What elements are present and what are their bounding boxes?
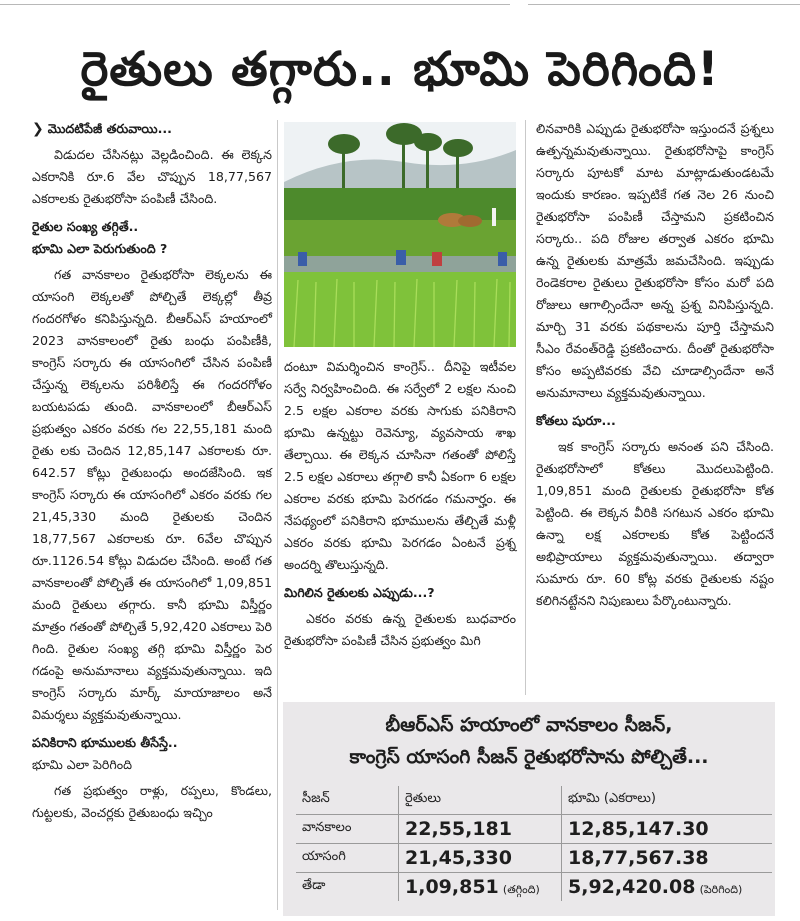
subhead-line: రైతుల సంఖ్య తగ్గితే.. [32, 219, 139, 234]
column-1 [32, 118, 272, 830]
headline: రైతులు తగ్గారు.. భూమి పెరిగింది! [80, 42, 720, 97]
land-cell [562, 815, 773, 844]
top-rule-left [0, 4, 510, 5]
column-2 [284, 356, 516, 658]
land-note: (పెరిగింది) [699, 882, 743, 896]
chevron-right-icon: ❯ [32, 121, 44, 137]
col1-subhead-2 [32, 732, 272, 776]
col3-paragraph-1: లినవారికి ఎప్పుడు రైతుభరోసా ఇస్తుందనే ప్రశ్నలు ఉత్పన్నమవుతున్నాయి. రైతుభరోసాపై కాంగ్రెస్ సర్కారు పూటకో మాట మాట్లాడుతుండటమే ఇందుకు కారణం. ఇప్పటికే గత నెల 26 నుంచి రైతుభరోసా పంపిణీ చేస్తామని ప్రకటించిన సర్కారు.. పది రోజుల తర్వాత ఎకరం భూమి ఉన్న రైతులకు మాత్రమే జమచేసింది. ఇప్పుడు రెండెకరాల రైతులు రైతుభరోసా కోసం మరో పది రోజులు ఆగాల్సిందేనా అన్న ప్రశ్న వినిపిస్తున్నది. మార్చి 31 వరకు పథకాలను పూర్తి చేస్తామని సీఎం రేవంత్‌రెడ్డి ప్రకటించారు. దీంతో రైతుభరోసా కోసం అప్పటివరకు వేచి చూడాల్సిందేనా అనే అనుమానాలు వ్యక్తమవుతున్నాయి. [536, 121, 774, 400]
season-cell: తేడా [296, 873, 399, 902]
col1-subhead-1 [32, 216, 272, 260]
col2-paragraph-2: ఎకరం వరకు ఉన్న రైతులకు బుధవారం రైతుభరోసా పంపిణీ చేసిన ప్రభుత్వం మిగి [284, 611, 516, 648]
paddy-field-photo [284, 122, 516, 347]
land-value: 5,92,420.08 [568, 875, 696, 898]
header-farmers: రైతులు [399, 786, 562, 815]
subhead-line: భూమి ఎలా పెరిగింది [32, 757, 132, 772]
subhead-line: పనికిరాని భూములకు తీసేస్తే.. [32, 735, 178, 750]
farmers-value: 22,55,181 [405, 818, 512, 840]
land-value: 12,85,147.30 [568, 818, 709, 840]
subhead-line: భూమి ఎలా పెరుగుతుంది ? [32, 241, 168, 256]
table-row [296, 873, 772, 902]
land-cell [562, 873, 773, 902]
land-value: 18,77,567.38 [568, 847, 709, 869]
box-title-line-1: బీఆర్ఎస్ హయాంలో వానకాలం సీజన్, [385, 714, 673, 736]
top-rule-right [528, 4, 800, 5]
table-row [296, 815, 772, 844]
comparison-table [296, 786, 772, 901]
box-title-line-2: కాంగ్రెస్ యాసంగి సీజన్ రైతుభరోసాను పోల్చితే... [349, 746, 709, 768]
col3-paragraph-2: ఇక కాంగ్రెస్ సర్కారు అనంత పని చేసింది. రైతుభరోసాలో కోతలు మొదలుపెట్టింది. 1,09,851 మంది రైతులకు రైతుభరోసా కోత పెట్టింది. ఈ లెక్కన వీరికి సగటున ఎకరం భూమి ఉన్నా లక్ష ఎకరాలకు కోత పెట్టిందనే అభిప్రాయాలు వ్యక్తమవుతున్నాయి. తద్వారా సుమారు రూ. 60 కోట్ల వరకు రైతులకు నష్టం కలిగినట్టేనని నిపుణులు పేర్కొంటున్నారు. [536, 439, 774, 608]
col3-subhead-1: కోతలు షురూ... [536, 413, 616, 428]
season-cell: వానకాలం [296, 815, 399, 844]
season-cell: యాసంగి [296, 844, 399, 873]
kicker-text: మొదటిపేజీ తరువాయి... [47, 121, 172, 136]
col1-paragraph-1: విడుదల చేసినట్లు వెల్లడించింది. ఈ లెక్కన ఎకరానికి రూ.6 వేల చొప్పున 18,77,567 ఎకరాలకు రైతుభరోసా పంపిణీ చేసింది. [32, 147, 272, 206]
column-3 [536, 118, 774, 618]
farmers-note: (తగ్గింది) [502, 882, 540, 896]
farmers-cell [399, 844, 562, 873]
table-row [296, 844, 772, 873]
farmers-cell [399, 873, 562, 902]
farmers-value: 21,45,330 [405, 847, 512, 869]
header-land: భూమి (ఎకరాలు) [562, 786, 773, 815]
col1-paragraph-3: గత ప్రభుత్వం రాళ్లు, రప్పలు, కొండలు, గుట్టలకు, వెంచర్లకు రైతుబంధు ఇచ్చిం [32, 783, 272, 820]
kicker [32, 118, 272, 140]
col1-paragraph-2: గత వానకాలం రైతుభరోసా లెక్కలను ఈ యాసంగి లెక్కలతో పోల్చితే లెక్కల్లో తీవ్ర గందరగోళం కనిపిస్తున్నది. బీఆర్ఎస్ హయాంలో 2023 వానకాలంలో రైతు బంధు పంపిణీకి, కాంగ్రెస్ సర్కారు ఈ యాసంగిలో చేసిన పంపిణీ చేస్తున్న లెక్కలను పరిశీలిస్తే ఈ గందరగోళం బయటపడు తుంది. వానకాలంలో బీఆర్ఎస్ ప్రభుత్వం ఎకరం వరకు గల 22,55,181 మంది రైతు లకు చెందిన 12,85,147 ఎకరాలకు రూ. 642.57 కోట్లు రైతుబంధు అందజేసింది. ఇక కాంగ్రెస్ సర్కారు ఈ యాసంగిలో ఎకరం వరకు గల 21,45,330 మంది రైతులకు చెందిన 18,77,567 ఎకరాలకు రూ. 6వేల చొప్పున రూ.1126.54 కోట్లు విడుదల చేసింది. అంటే గత వానకాలంతో పోల్చితే ఈ యాసంగిలో 1,09,851 మంది రైతులు తగ్గారు. కానీ భూమి విస్తీర్ణం మాత్రం గతంతో పోల్చితే 5,92,420 ఎకరాలు పెరి గింది. రైతుల సంఖ్య తగ్గి భూమి విస్తీర్ణం పెర గడంపై అనుమానాలు వ్యక్తమవుతున్నాయి. ఇది కాంగ్రెస్ సర్కారు మార్క్ మాయాజాలం అనే విమర్శలు వ్యక్తమవుతున్నాయి. [32, 267, 272, 722]
column-divider [525, 120, 526, 695]
farmers-value: 1,09,851 [405, 875, 499, 898]
farmers-cell [399, 815, 562, 844]
col2-subhead-1: మిగిలిన రైతులకు ఎప్పుడు...? [284, 585, 435, 600]
column-divider [277, 120, 278, 910]
header-season: సీజన్ [302, 791, 330, 806]
table-header-row [296, 786, 772, 815]
land-cell [562, 844, 773, 873]
col2-paragraph-1: దంటూ విమర్శించిన కాంగ్రెస్.. దీనిపై ఇటీవల సర్వే నిర్వహించింది. ఈ సర్వేలో 2 లక్షల నుంచి 2.5 లక్షల ఎకరాల వరకు సాగుకు పనికిరాని భూమి ఉన్నట్టు రెవెన్యూ, వ్యవసాయ శాఖ తేల్చాయి. ఈ లెక్కన చూసినా గతంతో పోలిస్తే 2.5 లక్షల ఎకరాలు తగ్గాలి కానీ ఏకంగా 6 లక్షల ఎకరాల వరకు భూమి పెరగడం గమనార్హం. ఈ నేపథ్యంలో పనికిరాని భూములను తేల్చితే మళ్లీ ఎకరం వరకు భూమి పెరగడం ఏంటనే ప్రశ్న అందర్ని తొలుస్తున్నది. [284, 359, 516, 572]
